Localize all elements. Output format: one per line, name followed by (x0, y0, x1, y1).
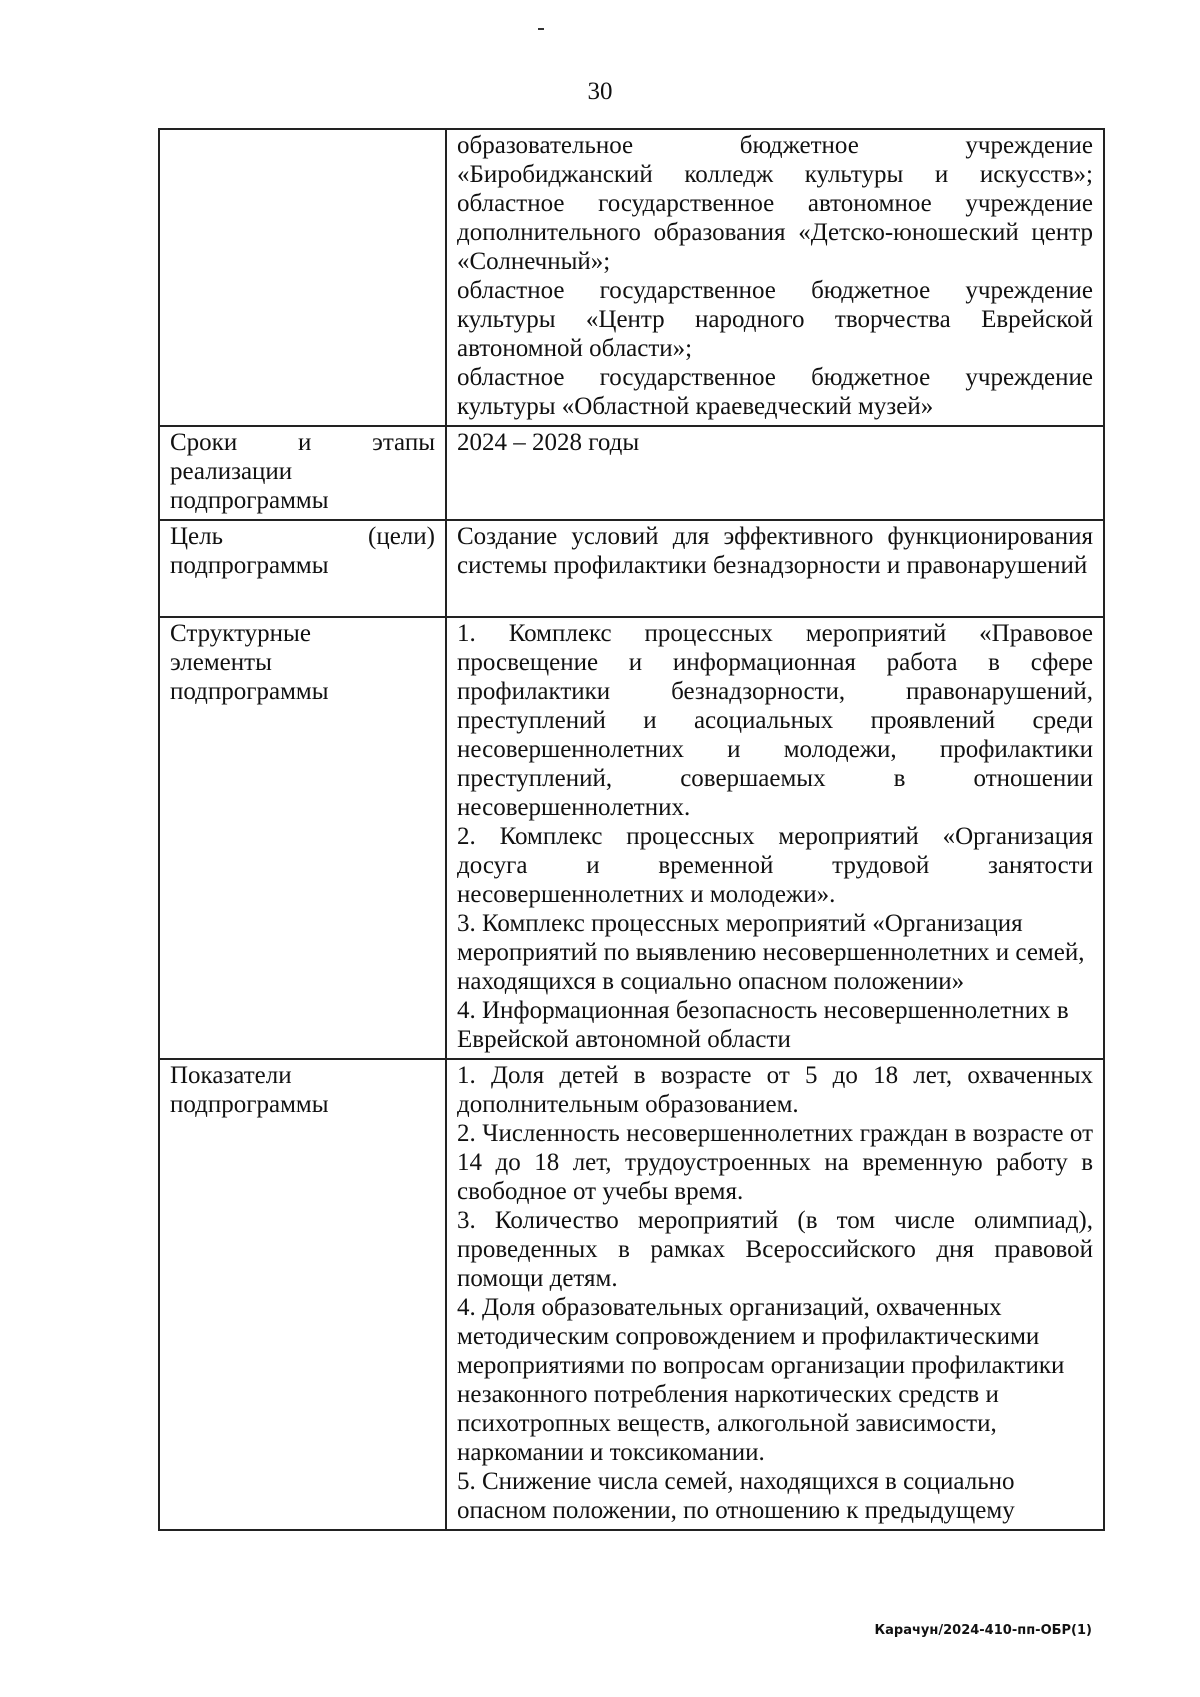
row-label: Сроки и этапы реализации подпрограммы (159, 426, 446, 520)
content-paragraph: образовательное бюджетное учреждение «Биробиджанский колледж культуры и искусств»; (457, 132, 1093, 188)
row-label (159, 129, 446, 426)
page-number: 30 (587, 78, 613, 105)
table-row (159, 1059, 1104, 1530)
content-paragraph: 1. Доля детей в возрасте от 5 до 18 лет, охваченных дополнительным образованием. (457, 1062, 1093, 1118)
content-paragraph: 2. Численность несовершеннолетних граждан в возрасте от 14 до 18 лет, трудоустроенных на временную работу в свободное от учебы время. (457, 1120, 1093, 1205)
scan-mark (538, 28, 544, 30)
content-paragraph: 5. Снижение числа семей, находящихся в социально опасном положении, по отношению к предыдущему (457, 1468, 1015, 1524)
content-paragraph: 3. Количество мероприятий (в том числе олимпиад), проведенных в рамках Всероссийского дня правовой помощи детям. (457, 1207, 1093, 1292)
row-label: Показатели подпрограммы (159, 1059, 446, 1530)
table-row (159, 426, 1104, 520)
content-paragraph: 4. Информационная безопасность несовершеннолетних в Еврейской автономной области (457, 997, 1069, 1053)
row-content (446, 1059, 1104, 1530)
row-label: Цель (цели) подпрограммы (159, 520, 446, 617)
content-paragraph: 1. Комплекс процессных мероприятий «Правовое просвещение и информационная работа в сфере профилактики безнадзорности, правонарушений, преступлений и асоциальных проявлений среди несовершеннолетних и молодежи, профилактики преступлений, совершаемых в отношении несовершеннолетних. (457, 620, 1093, 821)
row-content (446, 520, 1104, 617)
table-row (159, 520, 1104, 617)
table-row (159, 129, 1104, 426)
content-paragraph: областное государственное бюджетное учреждение культуры «Областной краеведческий музей» (457, 364, 1093, 420)
content-paragraph: Создание условий для эффективного функционирования системы профилактики безнадзорности и правонарушений (457, 523, 1093, 579)
document-code: Карачун/2024-410-пп-ОБР(1) (874, 1623, 1092, 1638)
content-paragraph: 2. Комплекс процессных мероприятий «Организация досуга и временной трудовой занятости несовершеннолетних и молодежи». (457, 823, 1093, 908)
content-paragraph: 4. Доля образовательных организаций, охваченных методическим сопровождением и профилактическими мероприятиями по вопросам организации профилактики незаконного потребления наркотических средств и психотропных веществ, алкогольной зависимости, наркомании и токсикомании. (457, 1294, 1065, 1466)
content-paragraph: областное государственное бюджетное учреждение культуры «Центр народного творчества Еврейской автономной области»; (457, 277, 1093, 362)
passport-table (158, 128, 1105, 1531)
row-content (446, 129, 1104, 426)
row-content (446, 617, 1104, 1059)
content-paragraph: 2024 – 2028 годы (457, 429, 640, 456)
content-paragraph: областное государственное автономное учреждение дополнительного образования «Детско-юношеский центр «Солнечный»; (457, 190, 1093, 275)
content-paragraph: 3. Комплекс процессных мероприятий «Организация мероприятий по выявлению несовершеннолетних и семей, находящихся в социально опасном положении» (457, 910, 1085, 995)
row-content (446, 426, 1104, 520)
row-label: Структурные элементы подпрограммы (159, 617, 446, 1059)
table-row (159, 617, 1104, 1059)
